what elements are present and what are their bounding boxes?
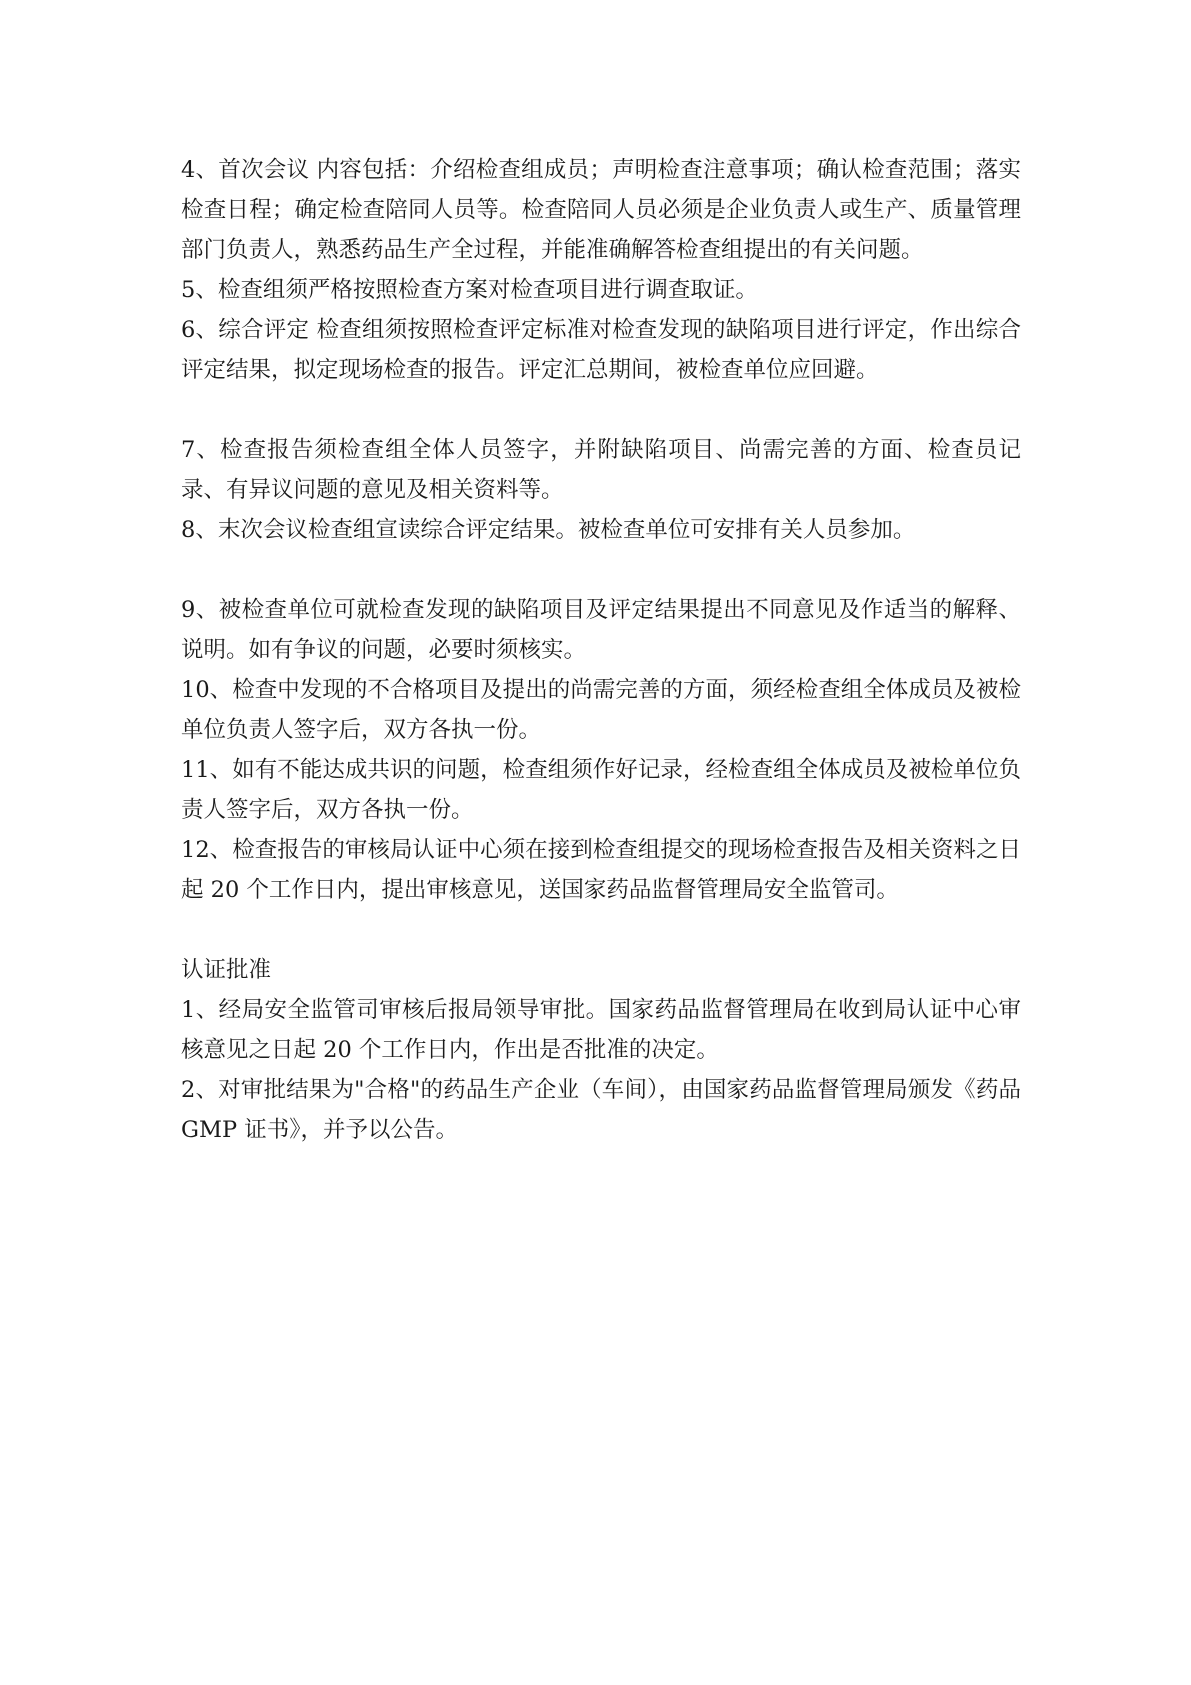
paragraph-4: 4、首次会议 内容包括：介绍检查组成员；声明检查注意事项；确认检查范围；落实检查日程；确定检查陪同人员等。检查陪同人员必须是企业负责人或生产、质量管理部门负责人，熟悉药品生产全过程，并能准确解答检查组提出的有关问题。 bbox=[181, 157, 1021, 263]
paragraph-9: 9、被检查单位可就检查发现的缺陷项目及评定结果提出不同意见及作适当的解释、说明。如有争议的问题，必要时须核实。 bbox=[181, 597, 1021, 663]
paragraph-10: 10、检查中发现的不合格项目及提出的尚需完善的方面，须经检查组全体成员及被检单位负责人签字后，双方各执一份。 bbox=[181, 677, 1021, 743]
paragraph-8: 8、末次会议检查组宣读综合评定结果。被检查单位可安排有关人员参加。 bbox=[181, 517, 916, 543]
spacer bbox=[181, 390, 1021, 430]
paragraph-7: 7、检查报告须检查组全体人员签字，并附缺陷项目、尚需完善的方面、检查员记录、有异议问题的意见及相关资料等。 bbox=[181, 437, 1021, 503]
document-body bbox=[181, 150, 1021, 1150]
section-heading-approval: 认证批准 bbox=[181, 957, 272, 983]
paragraph-11: 11、如有不能达成共识的问题，检查组须作好记录，经检查组全体成员及被检单位负责人签字后，双方各执一份。 bbox=[181, 757, 1021, 823]
paragraph-12: 12、检查报告的审核局认证中心须在接到检查组提交的现场检查报告及相关资料之日起 20 个工作日内，提出审核意见，送国家药品监督管理局安全监管司。 bbox=[181, 837, 1021, 903]
spacer bbox=[181, 910, 1021, 950]
paragraph-6: 6、综合评定 检查组须按照检查评定标准对检查发现的缺陷项目进行评定，作出综合评定结果，拟定现场检查的报告。评定汇总期间，被检查单位应回避。 bbox=[181, 317, 1021, 383]
spacer bbox=[181, 550, 1021, 590]
approval-paragraph-1: 1、经局安全监管司审核后报局领导审批。国家药品监督管理局在收到局认证中心审核意见之日起 20 个工作日内，作出是否批准的决定。 bbox=[181, 997, 1021, 1063]
approval-paragraph-2: 2、对审批结果为"合格"的药品生产企业（车间），由国家药品监督管理局颁发《药品 GMP 证书》，并予以公告。 bbox=[181, 1077, 1021, 1143]
paragraph-5: 5、检查组须严格按照检查方案对检查项目进行调查取证。 bbox=[181, 277, 758, 303]
